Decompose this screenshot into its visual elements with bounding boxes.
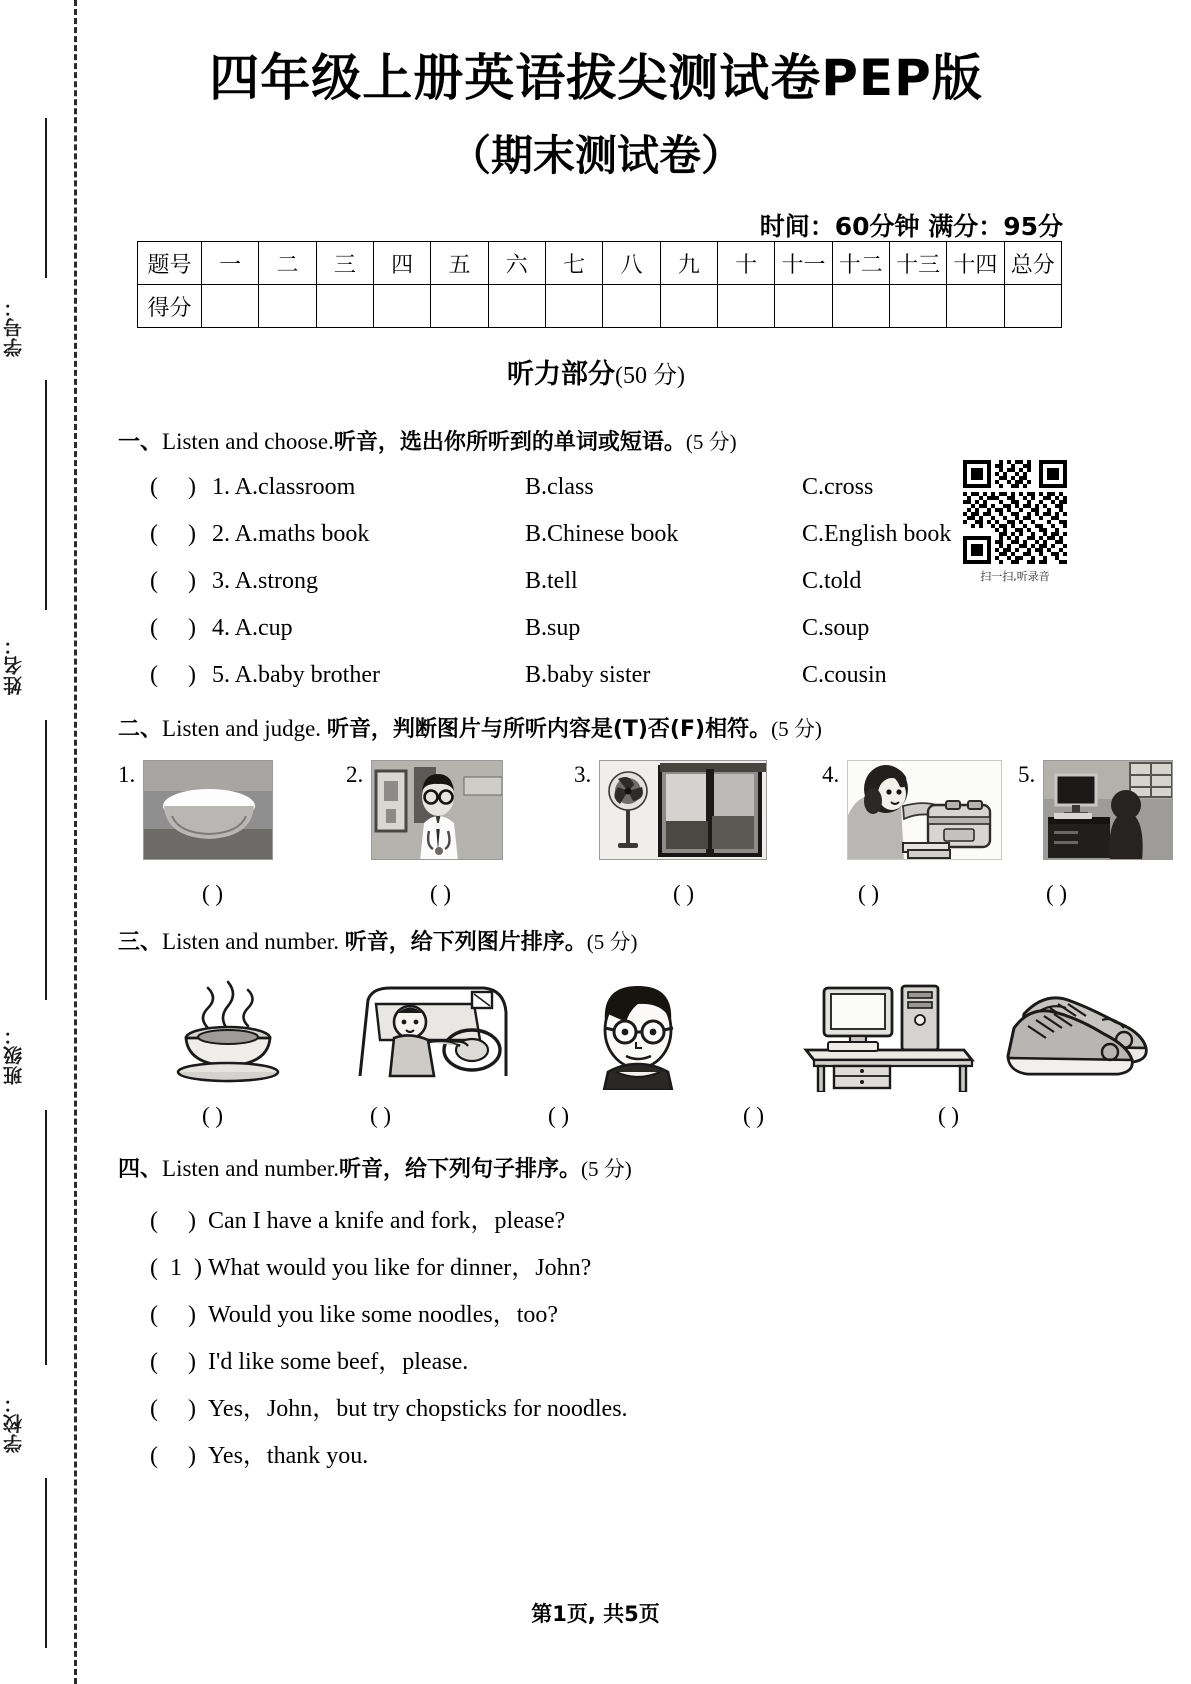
section-2-en-title: Listen and judge. <box>162 716 322 741</box>
score-table-col-total: 总分 <box>1004 242 1061 285</box>
option-a[interactable]: 2. A.maths book <box>212 521 370 547</box>
section-2-number: 二、 <box>118 717 163 742</box>
section-1-en-title: Listen and choose. <box>162 429 334 454</box>
score-table-col: 五 <box>431 242 488 285</box>
answer-bracket[interactable]: ( ) <box>938 1103 960 1128</box>
option-c[interactable]: C.cousin <box>802 662 887 688</box>
question-1-1 <box>150 474 1050 501</box>
option-c[interactable]: C.told <box>802 568 862 594</box>
question-1-4 <box>150 615 1050 642</box>
option-b[interactable]: B.Chinese book <box>525 521 679 547</box>
score-cell[interactable] <box>717 285 774 328</box>
table-row-header <box>138 242 1062 285</box>
girl-packing-schoolbag-photo <box>847 760 1002 860</box>
score-table-row-label: 题号 <box>138 242 202 285</box>
listening-section-banner <box>96 352 1096 391</box>
score-table-col: 十 <box>717 242 774 285</box>
option-c[interactable]: C.English book <box>802 521 952 547</box>
answer-bracket[interactable]: ( ) <box>150 1208 196 1234</box>
doctor-photo <box>371 760 503 860</box>
margin-label-class: 班级： <box>3 1025 25 1085</box>
sentence-order-item-1 <box>150 1200 565 1235</box>
sentence-text: What would you like for dinner，John? <box>208 1255 592 1281</box>
option-b[interactable]: B.baby sister <box>525 662 651 688</box>
image-index: 2. <box>346 762 364 787</box>
sentence-order-item-5 <box>150 1388 628 1423</box>
sentence-order-item-4 <box>150 1341 468 1376</box>
margin-label-name: 姓名： <box>3 635 25 695</box>
qr-caption: 扫一扫,听录音 <box>980 570 1050 583</box>
section-3-en-title: Listen and number. <box>162 929 339 954</box>
margin-label-school: 学校： <box>3 1393 25 1453</box>
question-1-2 <box>150 521 1050 548</box>
score-cell[interactable] <box>947 285 1004 328</box>
score-table-col: 六 <box>488 242 545 285</box>
answer-bracket[interactable]: ( ) <box>743 1103 765 1128</box>
margin-rule-1 <box>45 118 47 278</box>
score-cell[interactable] <box>316 285 373 328</box>
sentence-order-item-2 <box>150 1247 591 1282</box>
score-cell[interactable] <box>832 285 889 328</box>
score-table-col: 九 <box>660 242 717 285</box>
sentence-order-item-6 <box>150 1435 368 1470</box>
answer-bracket[interactable]: ( ) <box>150 1396 196 1422</box>
score-table-col: 一 <box>202 242 259 285</box>
page-footer: 第1页, 共5页 <box>531 1602 660 1626</box>
answer-bracket[interactable]: ( ) <box>150 474 196 500</box>
margin-label-student-number: 学号： <box>3 297 25 357</box>
score-table-col: 四 <box>373 242 430 285</box>
question-1-3 <box>150 568 1050 595</box>
option-c[interactable]: C.soup <box>802 615 870 641</box>
option-b[interactable]: B.sup <box>525 615 581 641</box>
score-cell[interactable] <box>488 285 545 328</box>
page-subtitle: （期末测试卷） <box>448 131 743 180</box>
score-cell[interactable] <box>889 285 946 328</box>
answer-bracket[interactable]: ( ) <box>1046 881 1068 906</box>
answer-bracket[interactable]: ( ) <box>673 881 695 906</box>
section-1-heading <box>118 425 737 456</box>
answer-bracket[interactable]: ( ) <box>202 1103 224 1128</box>
answer-bracket[interactable]: ( ) <box>548 1103 570 1128</box>
option-a[interactable]: 3. A.strong <box>212 568 319 594</box>
score-cell[interactable] <box>202 285 259 328</box>
section-3-number: 三、 <box>118 930 163 955</box>
score-cell[interactable] <box>775 285 832 328</box>
answer-bracket[interactable]: ( ) <box>150 1349 196 1375</box>
answer-bracket[interactable]: ( ) <box>150 521 196 547</box>
sentence-text: Would you like some noodles，too? <box>208 1302 559 1328</box>
score-cell[interactable] <box>431 285 488 328</box>
section-1-cn-title: 听音，选出你所听到的单词或短语。 <box>333 430 686 455</box>
section-2-image-strip <box>118 760 1078 870</box>
score-table-col: 二 <box>259 242 316 285</box>
answer-bracket[interactable]: ( ) <box>150 662 196 688</box>
option-a[interactable]: 1. A.classroom <box>212 474 356 500</box>
answer-bracket[interactable]: ( ) <box>202 881 224 906</box>
section-4-en-title: Listen and number. <box>162 1156 339 1181</box>
score-cell[interactable] <box>373 285 430 328</box>
score-table-col: 十一 <box>775 242 832 285</box>
section-4-cn-title: 听音，给下列句子排序。 <box>338 1157 581 1182</box>
answer-bracket[interactable]: ( ) <box>150 568 196 594</box>
answer-bracket[interactable]: ( ) <box>150 615 196 641</box>
sentence-text: I'd like some beef，please. <box>208 1349 469 1375</box>
answer-bracket[interactable]: ( ) <box>858 881 880 906</box>
computer-on-desk-drawing <box>798 980 978 1092</box>
listening-points: (50 分) <box>615 363 685 389</box>
section-2-cn-title: 听音，判断图片与所听内容是(T)否(F)相符。 <box>326 717 772 742</box>
section-4-number: 四、 <box>118 1157 163 1182</box>
image-index: 1. <box>118 762 136 787</box>
section-2-heading <box>118 712 822 743</box>
white-bowl-photo <box>143 760 273 860</box>
answer-bracket[interactable]: ( ) <box>430 881 452 906</box>
answer-mark: 1 <box>170 1255 182 1281</box>
section-1-number: 一、 <box>118 430 163 455</box>
sentence-text: Yes，thank you. <box>208 1443 369 1469</box>
fan-and-window-photo <box>599 760 767 860</box>
score-cell[interactable] <box>259 285 316 328</box>
image-index: 3. <box>574 762 592 787</box>
option-a[interactable]: 5. A.baby brother <box>212 662 380 688</box>
option-c[interactable]: C.cross <box>802 474 874 500</box>
score-table-col: 三 <box>316 242 373 285</box>
score-table-col: 八 <box>603 242 660 285</box>
image-index: 4. <box>822 762 840 787</box>
section-4-points: (5 分) <box>580 1157 632 1181</box>
margin-rule-3 <box>45 720 47 1000</box>
man-driving-car-drawing <box>354 980 514 1085</box>
answer-bracket[interactable]: ( ) <box>370 1103 392 1128</box>
section-4-heading <box>118 1152 632 1183</box>
section-3-cn-title: 听音，给下列图片排序。 <box>344 930 587 955</box>
option-b[interactable]: B.class <box>525 474 594 500</box>
margin-rule-2 <box>45 380 47 610</box>
sentence-text: Can I have a knife and fork，please? <box>208 1208 566 1234</box>
section-2-points: (5 分) <box>771 717 822 741</box>
option-a[interactable]: 4. A.cup <box>212 615 293 641</box>
image-index: 5. <box>1018 762 1036 787</box>
computer-desk-study-photo <box>1043 760 1173 860</box>
score-table <box>137 241 1062 328</box>
pair-of-sneakers-drawing <box>1006 980 1166 1085</box>
boy-with-glasses-drawing <box>578 980 698 1090</box>
score-cell[interactable] <box>603 285 660 328</box>
score-table-col: 十三 <box>889 242 946 285</box>
score-cell[interactable] <box>545 285 602 328</box>
score-table-col: 七 <box>545 242 602 285</box>
answer-bracket[interactable]: ( ) <box>150 1302 196 1328</box>
sentence-order-item-3 <box>150 1294 558 1329</box>
score-cell[interactable] <box>660 285 717 328</box>
section-3-heading <box>118 925 637 956</box>
listening-title: 听力部分 <box>507 359 615 390</box>
question-1-5 <box>150 662 1050 689</box>
score-table-col: 十二 <box>832 242 889 285</box>
page-title: 四年级上册英语拔尖测试卷PEP版 <box>209 49 983 107</box>
score-cell-total[interactable] <box>1004 285 1061 328</box>
score-table-col: 十四 <box>947 242 1004 285</box>
answer-bracket[interactable]: ( ) <box>150 1443 196 1469</box>
margin-rule-4 <box>45 1110 47 1365</box>
exam-info: 时间：60分钟 满分：95分 <box>759 212 1063 241</box>
section-1-points: (5 分) <box>685 430 737 454</box>
table-row-score <box>138 285 1062 328</box>
score-table-score-label: 得分 <box>138 285 202 328</box>
section-3-image-strip <box>118 980 1078 1090</box>
sentence-text: Yes，John，but try chopsticks for noodles. <box>208 1396 628 1422</box>
section-3-points: (5 分) <box>586 930 638 954</box>
sealing-line-dashed <box>74 0 77 1684</box>
answer-bracket[interactable]: ( 1 ) <box>150 1255 202 1281</box>
option-b[interactable]: B.tell <box>525 568 578 594</box>
steaming-soup-bowl-drawing <box>158 980 298 1085</box>
